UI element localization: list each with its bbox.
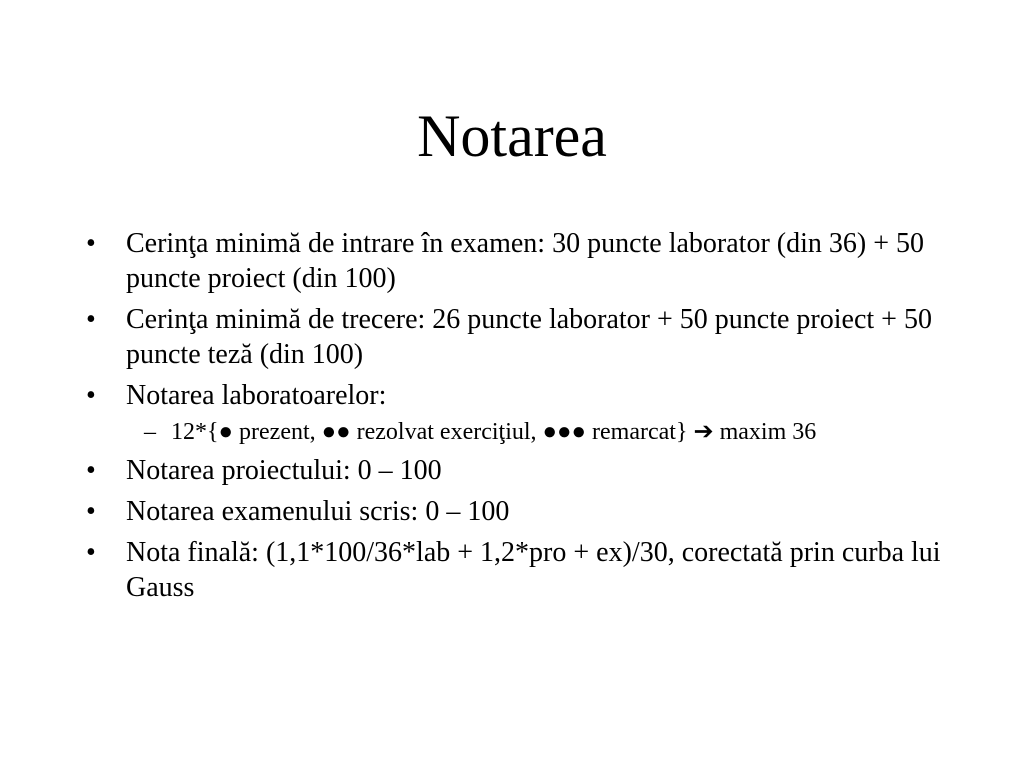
bullet-text: Notarea laboratoarelor: <box>126 380 387 411</box>
slide-title: Notarea <box>417 103 607 169</box>
bullet-item <box>86 302 986 372</box>
bullet-item <box>86 494 986 529</box>
bullet-item <box>86 535 986 605</box>
sub-bullet-marker: – <box>144 419 156 445</box>
sub-bullet-text: 12*{● prezent, ●● rezolvat exerciţiul, ●●● remarcat} ➔ maxim 36 <box>171 419 817 445</box>
bullet-text: Nota finală: (1,1*100/36*lab + 1,2*pro + ex)/30, corectată prin curba lui Gauss <box>126 537 941 603</box>
bullet-marker: • <box>86 496 96 527</box>
bullet-text: Notarea examenului scris: 0 – 100 <box>126 496 510 527</box>
bullet-item <box>86 378 986 447</box>
bullet-item <box>86 226 986 296</box>
bullet-text: Cerinţa minimă de trecere: 26 puncte laborator + 50 puncte proiect + 50 puncte teză (din 100) <box>126 304 932 370</box>
bullet-marker: • <box>86 537 96 568</box>
bullet-text: Cerinţa minimă de intrare în examen: 30 puncte laborator (din 36) + 50 puncte proiect (din 100) <box>126 228 924 294</box>
bullet-marker: • <box>86 304 96 335</box>
bullet-item <box>86 453 986 488</box>
sub-bullet-item <box>86 417 986 447</box>
bullet-marker: • <box>86 455 96 486</box>
bullet-marker: • <box>86 380 96 411</box>
bullet-marker: • <box>86 228 96 259</box>
bullet-list <box>86 226 986 611</box>
sub-bullet-list <box>86 417 986 447</box>
bullet-text: Notarea proiectului: 0 – 100 <box>126 455 442 486</box>
